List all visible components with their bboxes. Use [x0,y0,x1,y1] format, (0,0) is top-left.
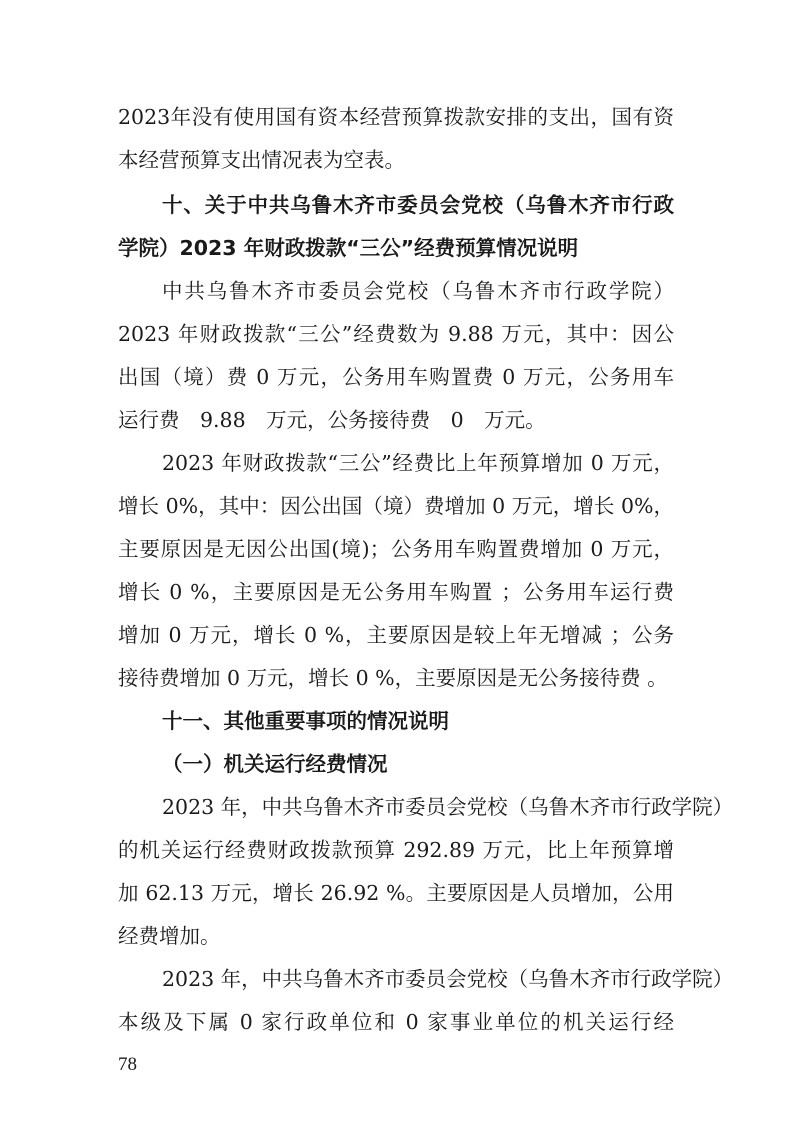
text-line: 本经营预算支出情况表为空表。 [118,148,405,172]
text-line: 接待费增加 0 万元，增长 0 %，主要原因是无公务接待费 。 [118,666,668,690]
section-heading: 学院）2023 年财政拨款“三公”经费预算情况说明 [118,236,579,260]
text-line: 加 62.13 万元，增长 26.92 %。主要原因是人员增加，公用 [118,881,674,905]
text-line: 增长 0 %，主要原因是无公务用车购置 ；公务用车运行费 [118,580,674,604]
page-number: 78 [118,1054,137,1075]
text-line: 2023 年财政拨款“三公”经费数为 9.88 万元，其中：因公 [118,322,674,346]
text-line: 主要原因是无因公出国(境)；公务用车购置费增加 0 万元， [118,537,674,561]
text-line: 增加 0 万元，增长 0 %，主要原因是较上年无增减 ；公务 [118,623,674,647]
subsection-heading: （一）机关运行经费情况 [162,752,388,776]
text-line: 增长 0%，其中：因公出国（境）费增加 0 万元，增长 0%， [118,494,674,518]
text-line: 本级及下属 0 家行政单位和 0 家事业单位的机关运行经 [118,1010,674,1034]
section-heading: 十一、其他重要事项的情况说明 [162,709,449,733]
text-line: 的机关运行经费财政拨款预算 292.89 万元，比上年预算增 [118,838,674,862]
text-line: 2023 年，中共乌鲁木齐市委员会党校（乌鲁木齐市行政学院） [162,795,734,819]
text-line: 经费增加。 [118,924,221,948]
text-line: 运行费 9.88 万元，公务接待费 0 万元。 [118,408,546,432]
text-line: 中共乌鲁木齐市委员会党校（乌鲁木齐市行政学院） [162,279,674,303]
section-heading: 十、关于中共乌鲁木齐市委员会党校（乌鲁木齐市行政 [162,193,674,217]
text-line: 2023 年财政拨款“三公”经费比上年预算增加 0 万元， [162,451,674,475]
text-line: 2023年没有使用国有资本经营预算拨款安排的支出，国有资 [118,105,674,129]
text-line: 2023 年，中共乌鲁木齐市委员会党校（乌鲁木齐市行政学院） [162,967,734,991]
text-line: 出国（境）费 0 万元，公务用车购置费 0 万元，公务用车 [118,365,674,389]
